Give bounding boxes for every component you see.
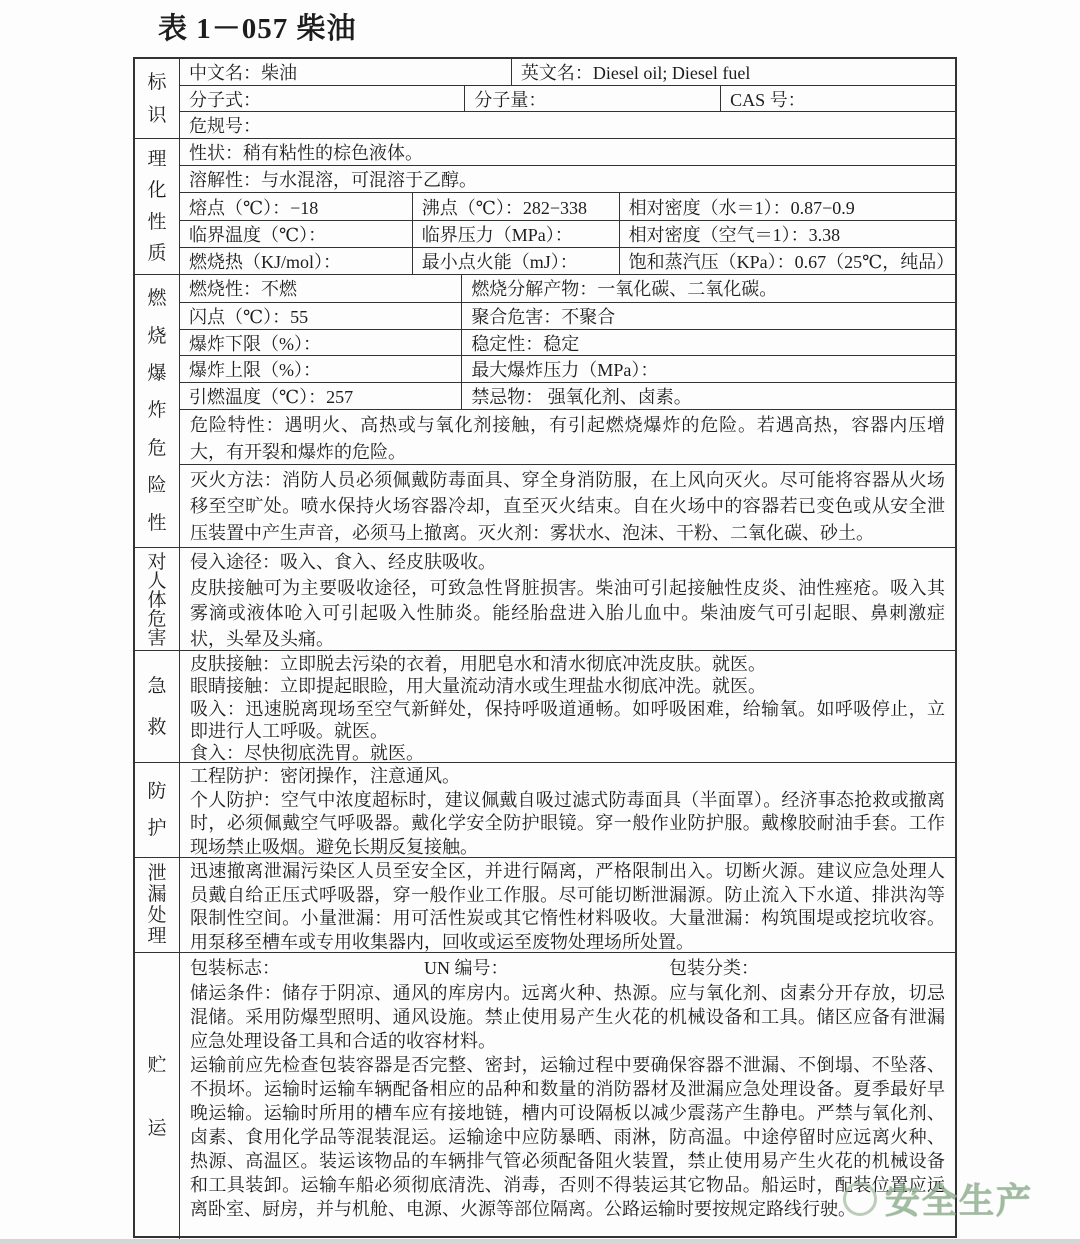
transport-requirements-text: 运输前应先检查包装容器是否完整、密封，运输过程中要确保容器不泄漏、不倒塌、不坠落、不损坏。运输时运输车辆配备相应的品种和数量的消防器材及泄漏应急处理设备。夏季最好早晚运输。运输时所用的槽车应有接地链，槽内可设隔板以减少震荡产生静电。严禁与氧化剂、卤素、食用化学品等混装混运。运输途中应防暴晒、雨淋，防高温。中途停留时应远离火种、热源、高温区。装运该物品的车辆排气管必须配备阻火装置，禁止使用易产生火花的机械设备和工具装卸。运输车船必须彻底清洗、消毒，否则不得装运其它物品。船运时，配装位置应远离卧室、厨房，并与机舱、电源、火源等部位隔离。公路运输时要按规定路线行驶。	[190, 1055, 945, 1219]
section-physical-properties	[135, 138, 955, 274]
danger-code-cell: 危规号：	[189, 116, 261, 137]
table-row	[180, 953, 955, 1240]
english-name-cell: 英文名：Diesel oil; Diesel fuel	[511, 59, 955, 85]
table-row	[180, 651, 955, 762]
table-row	[180, 382, 955, 409]
hazard-characteristics-text: 危险特性：遇明火、高热或与氧化剂接触，有引起燃烧爆炸的危险。若遇高热，容器内压增大，有开裂和爆炸的危险。	[190, 414, 945, 462]
vertical-label: 泄 漏 处 理	[147, 863, 167, 947]
section-first-aid	[135, 650, 955, 762]
section-label-fire-explosion	[135, 275, 180, 547]
protection-cell	[180, 763, 955, 857]
section-label-first-aid	[135, 651, 180, 762]
first-aid-body	[180, 651, 955, 762]
incompatibilities-cell: 禁忌物： 强氧化剂、卤素。	[461, 383, 955, 409]
max-explosion-pressure-cell: 最大爆炸压力（MPa）：	[461, 356, 955, 382]
fire-body	[180, 275, 955, 547]
physical-body	[180, 139, 955, 274]
appearance-cell: 性状：稍有粘性的棕色液体。	[189, 143, 423, 164]
msds-table	[133, 57, 957, 1238]
melting-point-cell: 熔点（℃）：−18	[189, 197, 319, 218]
leak-handling-text: 迅速撤离泄漏污染区人员至安全区，并进行隔离，严格限制出入。切断火源。建议应急处理人员戴自给正压式呼吸器，穿一般作业工作服。尽可能切断泄漏源。防止流入下水道、排洪沟等限制性空间。小量泄漏：用可活性炭或其它惰性材料吸收。大量泄漏：构筑围堤或挖坑收容。用泵移至槽车或专用收集器内，回收或运至废物处理场所处置。	[190, 861, 945, 952]
density-water-cell: 相对密度（水＝1）：0.87−0.9	[619, 193, 955, 219]
table-row	[180, 355, 955, 382]
vertical-label: 理 化 性 质	[147, 149, 167, 264]
flammability-cell: 燃烧性：不燃	[189, 279, 297, 300]
table-row	[180, 59, 955, 85]
section-identification	[135, 59, 955, 138]
protection-body	[180, 763, 955, 857]
storage-transport-cell	[180, 953, 955, 1240]
packing-line	[190, 955, 945, 981]
combustion-heat-cell: 燃烧热（KJ/mol）：	[189, 251, 342, 272]
table-row	[180, 409, 955, 464]
table-row	[180, 247, 955, 274]
storage-conditions-text: 储运条件：储存于阴凉、通风的库房内。远离火种、热源。应与氧化剂、卤素分开存放，切忌混储。采用防爆型照明、通风设施。禁止使用易产生火花的机械设备和工具。储区应备有泄漏应急处理设备工具和合适的收容材料。	[190, 983, 945, 1051]
engineering-protection-text: 工程防护：密闭操作，注意通风。	[190, 766, 460, 786]
packing-mark-label: 包装标志：	[190, 958, 280, 978]
first-aid-cell	[180, 651, 955, 762]
cas-cell: CAS 号：	[720, 86, 955, 112]
ignition-temp-cell: 引燃温度（℃）：257	[189, 387, 354, 408]
table-row	[180, 302, 955, 329]
section-label-health	[135, 548, 180, 650]
section-label-storage	[135, 953, 180, 1240]
solubility-cell: 溶解性：与水混溶，可混溶于乙醇。	[189, 170, 477, 191]
flash-point-cell: 闪点（℃）：55	[189, 306, 309, 327]
mol-weight-cell: 分子量：	[464, 86, 720, 112]
fire-fighting-cell	[180, 465, 955, 547]
section-label-leak	[135, 858, 180, 952]
exposure-routes-text: 侵入途径：吸入、食入、经皮肤吸收。	[190, 552, 496, 572]
explosion-lower-limit-cell: 爆炸下限（%）：	[189, 333, 321, 354]
ingestion-text: 食入：尽快彻底洗胃。就医。	[190, 743, 424, 762]
table-row	[180, 139, 955, 165]
density-air-cell: 相对密度（空气＝1）：3.38	[619, 221, 955, 247]
vertical-label: 贮 运	[147, 1054, 167, 1139]
page-bottom-edge	[0, 1239, 1080, 1244]
table-row	[180, 192, 955, 219]
inhalation-text: 吸入：迅速脱离现场至空气新鲜处，保持呼吸道通畅。如呼吸困难，给输氧。如呼吸停止，立即进行人工呼吸。就医。	[190, 698, 945, 741]
table-row	[180, 111, 955, 138]
health-effects-text: 皮肤接触可为主要吸收途径，可致急性肾脏损害。柴油可引起接触性皮炎、油性痤疮。吸入其雾滴或液体呛入可引起吸入性肺炎。能经胎盘进入胎儿血中。柴油废气可引起眼、鼻刺激症状，头晕及头痛。	[190, 577, 945, 649]
vertical-label: 急 救	[147, 675, 167, 738]
formula-cell: 分子式：	[189, 89, 261, 110]
section-protection	[135, 762, 955, 857]
table-row	[180, 220, 955, 247]
table-row	[180, 165, 955, 192]
table-row	[180, 85, 955, 112]
watermark-text: 安全生产	[885, 1182, 1034, 1221]
skin-contact-text: 皮肤接触：立即脱去污染的衣着，用肥皂水和清水彻底冲洗皮肤。就医。	[190, 654, 766, 674]
hazard-characteristics-cell	[180, 410, 955, 464]
identification-body	[180, 59, 955, 138]
leak-handling-cell	[180, 858, 955, 952]
decomposition-products-cell: 燃烧分解产物：一氧化碳、二氧化碳。	[461, 275, 955, 302]
table-row	[180, 329, 955, 356]
section-label-protection	[135, 763, 180, 857]
chinese-name-cell: 中文名：柴油	[189, 62, 297, 83]
section-label-identification	[135, 59, 180, 138]
table-row	[180, 763, 955, 857]
critical-temp-cell: 临界温度（℃）：	[189, 224, 327, 245]
section-health-hazard	[135, 547, 955, 650]
section-leak-handling	[135, 857, 955, 952]
fire-fighting-text: 灭火方法：消防人员必须佩戴防毒面具、穿全身消防服，在上风向灭火。尽可能将容器从火场移至空旷处。喷水保持火场容器冷却，直至灭火结束。自在火场中的容器若已变色或从安全泄压装置中产生声音，必须马上撤离。灭火剂：雾状水、泡沫、干粉、二氧化碳、砂土。	[190, 469, 945, 543]
table-row	[180, 548, 955, 650]
un-number-label: UN 编号：	[424, 958, 509, 978]
vertical-label: 对 人 体 危 害	[147, 552, 167, 649]
stability-cell: 稳定性：稳定	[461, 330, 955, 356]
vapor-pressure-cell: 饱和蒸汽压（KPa）：0.67（25℃，纯品）	[619, 248, 955, 274]
explosion-upper-limit-cell: 爆炸上限（%）：	[189, 360, 321, 381]
health-body	[180, 548, 955, 650]
leak-body	[180, 858, 955, 952]
page-title: 表 1－057 柴油	[158, 13, 357, 45]
table-row	[180, 275, 955, 302]
health-hazard-cell	[180, 548, 955, 650]
personal-protection-text: 个人防护：空气中浓度超标时，建议佩戴自吸过滤式防毒面具（半面罩）。经济事态抢救或撤离时，必须佩戴空气呼吸器。戴化学安全防护眼镜。穿一般作业防护服。戴橡胶耐油手套。工作现场禁止吸烟。避免长期反复接触。	[190, 789, 945, 857]
table-row	[180, 858, 955, 952]
critical-pressure-cell: 临界压力（MPa）：	[412, 221, 619, 247]
table-row	[180, 464, 955, 547]
storage-body	[180, 953, 955, 1240]
section-storage-transport	[135, 952, 955, 1240]
section-label-physical	[135, 139, 180, 274]
min-ignition-energy-cell: 最小点火能（mJ）：	[412, 248, 619, 274]
polymerization-hazard-cell: 聚合危害：不聚合	[461, 303, 955, 329]
section-fire-explosion-hazard	[135, 274, 955, 547]
vertical-label: 防 护	[147, 781, 167, 839]
eye-contact-text: 眼睛接触：立即提起眼睑，用大量流动清水或生理盐水彻底冲洗。就医。	[190, 676, 766, 697]
vertical-label: 燃 烧 爆 炸 危 险 性	[147, 288, 167, 534]
packing-class-label: 包装分类：	[669, 958, 759, 978]
boiling-point-cell: 沸点（℃）：282−338	[412, 193, 619, 219]
vertical-label: 标 识	[147, 71, 167, 126]
